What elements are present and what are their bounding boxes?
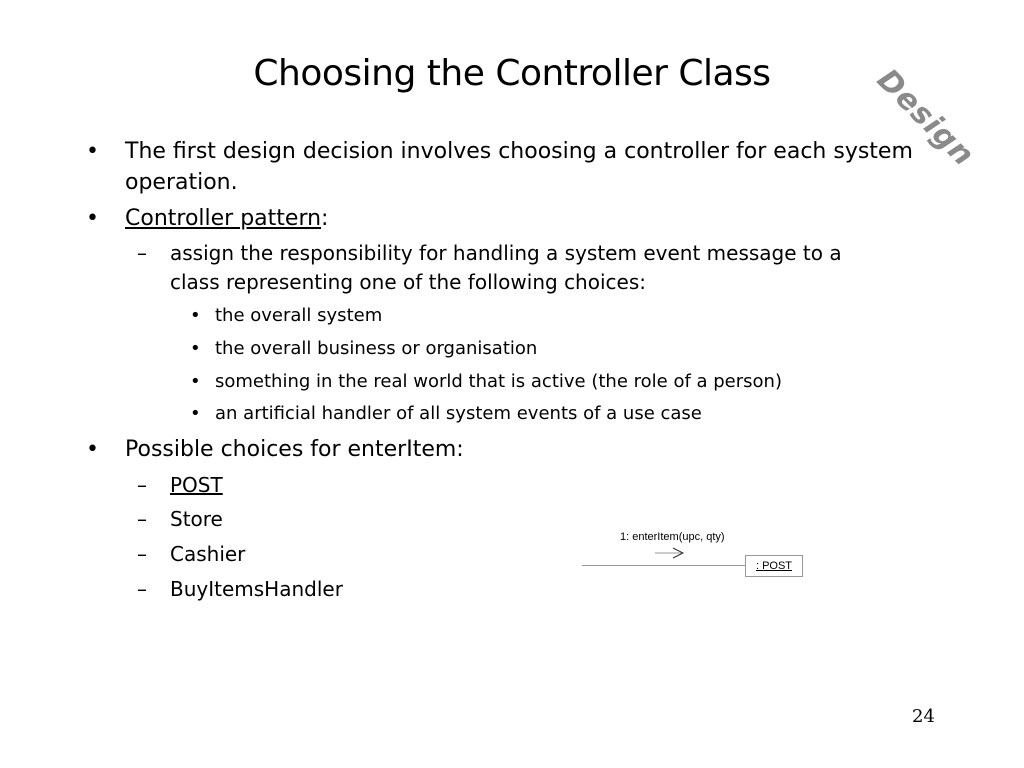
message-arrow-icon xyxy=(655,547,685,559)
bullet-2-sub xyxy=(137,239,842,297)
bullet-marker: • xyxy=(190,338,201,359)
bullet-marker: • xyxy=(86,139,99,164)
option-item xyxy=(137,540,245,569)
bullet-marker: • xyxy=(86,206,99,231)
bullet-3 xyxy=(86,434,464,465)
bullet-3-text: Possible choices for enterItem: xyxy=(125,437,464,462)
option-item xyxy=(137,471,223,500)
choice-item xyxy=(190,304,382,328)
bullet-marker: • xyxy=(190,371,201,392)
choice-item xyxy=(190,370,782,394)
choice-text: the overall system xyxy=(215,305,383,326)
bullet-2-colon: : xyxy=(321,206,329,231)
controller-pattern-link[interactable]: Controller pattern xyxy=(125,206,322,231)
dash-marker: – xyxy=(137,241,147,265)
dash-marker: – xyxy=(137,473,147,497)
design-corner-label: Design xyxy=(869,62,982,174)
choice-item xyxy=(190,337,537,361)
page-number: 24 xyxy=(912,706,935,727)
option-text: Cashier xyxy=(170,542,246,566)
choice-text: an artificial handler of all system events of a use case xyxy=(215,403,702,424)
slide-title: Choosing the Controller Class xyxy=(253,53,771,94)
dash-marker: – xyxy=(137,507,147,531)
dash-marker: – xyxy=(137,577,147,601)
message-label: 1: enterItem(upc, qty) xyxy=(620,531,725,543)
bullet-1-text-cont: operation. xyxy=(125,170,238,195)
choice-item xyxy=(190,402,702,426)
choice-text: the overall business or organisation xyxy=(215,338,538,359)
option-item xyxy=(137,575,343,604)
bullet-marker: • xyxy=(190,403,201,424)
association-line xyxy=(582,565,745,566)
bullet-1 xyxy=(86,136,913,198)
dash-marker: – xyxy=(137,542,147,566)
option-text: Store xyxy=(170,507,223,531)
bullet-marker: • xyxy=(86,437,99,462)
option-item xyxy=(137,505,223,534)
post-object-box: : POST xyxy=(745,555,803,577)
option-text: BuyItemsHandler xyxy=(170,577,343,601)
bullet-2-sub-text-cont: class representing one of the following choices: xyxy=(170,270,646,294)
option-post-link[interactable]: POST xyxy=(170,473,223,497)
bullet-2-sub-text: assign the responsibility for handling a system event message to a xyxy=(170,241,842,265)
bullet-2 xyxy=(86,203,328,234)
bullet-1-text: The first design decision involves choosing a controller for each system xyxy=(125,139,913,164)
choice-text: something in the real world that is active (the role of a person) xyxy=(215,371,782,392)
collaboration-diagram xyxy=(580,530,820,590)
bullet-marker: • xyxy=(190,305,201,326)
